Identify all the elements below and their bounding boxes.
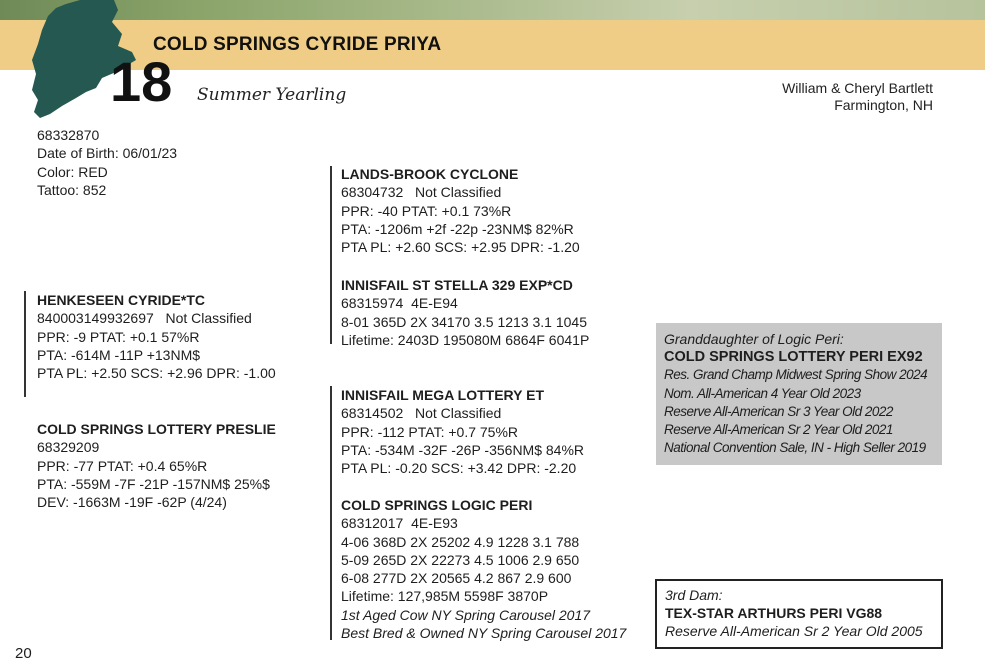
lot-number: 18 <box>110 50 173 113</box>
sire-parents-bracket-line <box>330 166 332 344</box>
owner-info <box>782 80 933 114</box>
header-photo-strip <box>0 0 985 20</box>
dam-dam-record: 4-06 368D 2X 25202 4.9 1228 3.1 788 <box>341 533 580 550</box>
dam-block <box>37 420 276 511</box>
granddaughter-name: COLD SPRINGS LOTTERY PERI EX92 <box>664 349 923 366</box>
reg-number: 68332870 <box>37 127 100 143</box>
third-dam-heading: 3rd Dam: <box>665 587 723 603</box>
sire-bracket-line <box>24 291 26 397</box>
animal-info <box>37 126 177 199</box>
granddaughter-title: Nom. All-American 4 Year Old 2023 <box>664 385 861 401</box>
owner-location: Farmington, NH <box>834 97 933 113</box>
third-dam-title: Reserve All-American Sr 2 Year Old 2005 <box>665 623 923 639</box>
sire-id: 840003149932697 Not Classified <box>37 310 252 327</box>
dam-sire-block <box>341 386 584 477</box>
dam-dam-id: 68312017 4E-E93 <box>341 515 458 532</box>
sire-pta-pl: PTA PL: +2.50 SCS: +2.96 DPR: -1.00 <box>37 365 276 382</box>
sire-dam-block <box>341 276 589 349</box>
dam-name: COLD SPRINGS LOTTERY PRESLIE <box>37 421 276 437</box>
dam-parents-bracket-line <box>330 386 332 640</box>
sire-sire-pta-pl: PTA PL: +2.60 SCS: +2.95 DPR: -1.20 <box>341 239 580 256</box>
dam-sire-pta-pl: PTA PL: -0.20 SCS: +3.42 DPR: -2.20 <box>341 460 577 477</box>
animal-title: COLD SPRINGS CYRIDE PRIYA <box>153 34 442 55</box>
dam-sire-pta: PTA: -534M -32F -26P -356NM$ 84%R <box>341 441 585 458</box>
granddaughter-title: Res. Grand Champ Midwest Spring Show 2024 <box>664 367 928 383</box>
sire-dam-record: 8-01 365D 2X 34170 3.5 1213 3.1 1045 <box>341 313 587 330</box>
granddaughter-box <box>656 323 942 465</box>
sire-sire-block <box>341 165 580 256</box>
third-dam-name: TEX-STAR ARTHURS PERI VG88 <box>665 605 883 621</box>
date-of-birth: Date of Birth: 06/01/23 <box>37 145 178 162</box>
dam-ppr: PPR: -77 PTAT: +0.4 65%R <box>37 457 208 474</box>
dam-sire-name: INNISFAIL MEGA LOTTERY ET <box>341 387 545 403</box>
granddaughter-title: Reserve All-American Sr 3 Year Old 2022 <box>664 403 893 419</box>
sire-dam-name: INNISFAIL ST STELLA 329 EXP*CD <box>341 277 573 293</box>
granddaughter-heading: Granddaughter of Logic Peri: <box>664 331 844 347</box>
granddaughter-title: National Convention Sale, IN - High Seller 2019 <box>664 440 926 456</box>
dam-dam-record: 6-08 277D 2X 20565 4.2 867 2.9 600 <box>341 570 572 587</box>
sire-sire-id: 68304732 Not Classified <box>341 184 502 201</box>
dam-dam-record: 5-09 265D 2X 22273 4.5 1006 2.9 650 <box>341 551 580 568</box>
dam-sire-id: 68314502 Not Classified <box>341 405 502 422</box>
dam-sire-ppr: PPR: -112 PTAT: +0.7 75%R <box>341 423 519 440</box>
owner-name: William & Cheryl Bartlett <box>782 80 933 96</box>
dam-pta: PTA: -559M -7F -21P -157NM$ 25%$ <box>37 475 270 492</box>
color: Color: RED <box>37 163 108 180</box>
sire-block <box>37 291 276 382</box>
category-label: Summer Yearling <box>197 85 347 105</box>
sire-dam-lifetime: Lifetime: 2403D 195080M 6864F 6041P <box>341 331 590 348</box>
dam-id: 68329209 <box>37 439 100 456</box>
dam-dam-lifetime: Lifetime: 127,985M 5598F 3870P <box>341 588 549 605</box>
sire-name: HENKESEEN CYRIDE*TC <box>37 292 206 308</box>
sire-sire-pta: PTA: -1206m +2f -22p -23NM$ 82%R <box>341 220 574 237</box>
sire-sire-ppr: PPR: -40 PTAT: +0.1 73%R <box>341 202 512 219</box>
sire-pta: PTA: -614M -11P +13NM$ <box>37 346 201 363</box>
dam-dev: DEV: -1663M -19F -62P (4/24) <box>37 494 227 511</box>
dam-dam-block <box>341 496 626 642</box>
dam-dam-honor: Best Bred & Owned NY Spring Carousel 2017 <box>341 625 627 642</box>
dam-dam-honor: 1st Aged Cow NY Spring Carousel 2017 <box>341 606 591 623</box>
granddaughter-title: Reserve All-American Sr 2 Year Old 2021 <box>664 422 893 438</box>
sire-ppr: PPR: -9 PTAT: +0.1 57%R <box>37 328 200 345</box>
sire-sire-name: LANDS-BROOK CYCLONE <box>341 166 519 182</box>
page-number: 20 <box>15 645 32 662</box>
dam-dam-name: COLD SPRINGS LOGIC PERI <box>341 497 533 513</box>
sire-dam-id: 68315974 4E-E94 <box>341 295 458 312</box>
tattoo: Tattoo: 852 <box>37 181 107 198</box>
third-dam-box <box>655 579 943 649</box>
